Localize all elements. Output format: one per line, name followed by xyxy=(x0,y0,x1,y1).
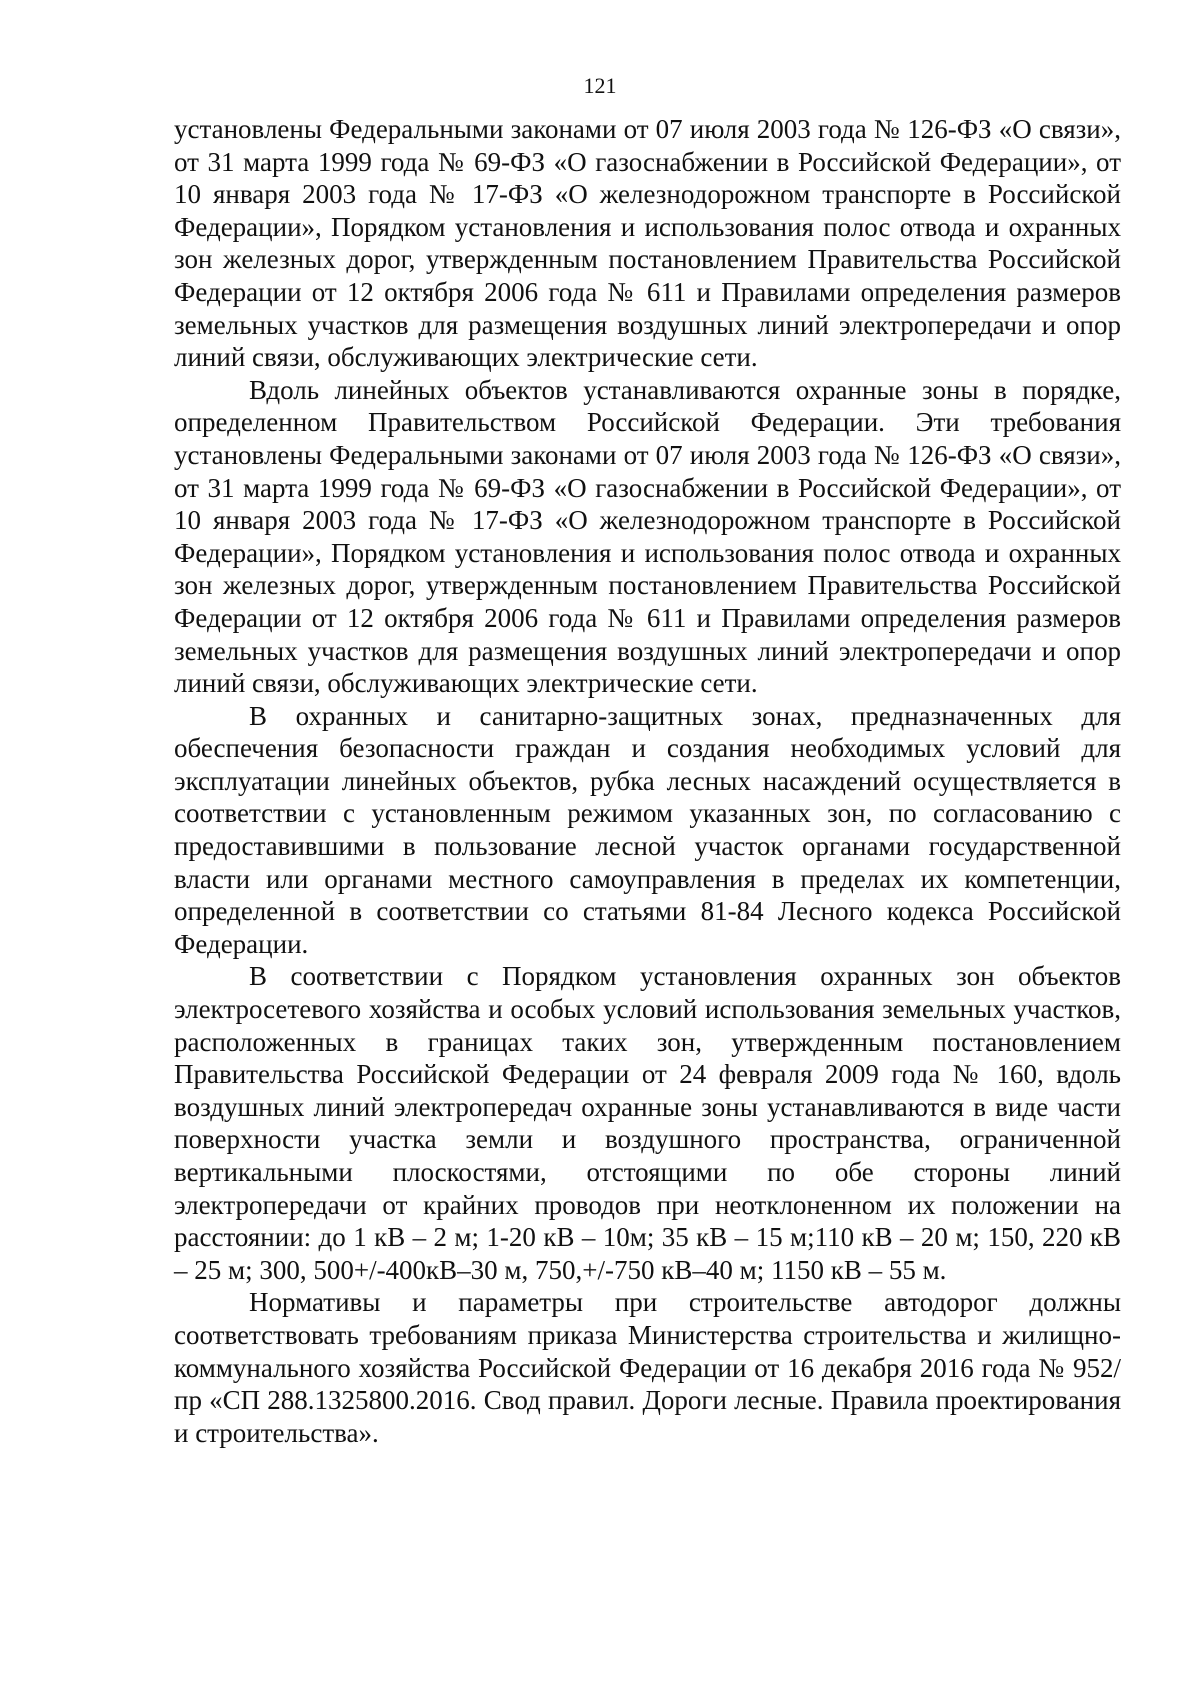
page-number: 121 xyxy=(583,73,617,98)
paragraph-protection-zones: Вдоль линейных объектов устанавливаются охранные зоны в порядке, определенном Правительством Российской Федерации. Эти требования установлены Федеральными законами от 07 июля 2003 года № 126-ФЗ «О связи», от 31 марта 1999 года № 69-ФЗ «О газоснабжении в Российской Федерации», от 10 января 2003 года № 17-ФЗ «О железнодорожном транспорте в Российской Федерации», Порядком установления и использования полос отвода и охранных зон железных дорог, утвержденным постановлением Правительства Российской Федерации от 12 октября 2006 года № 611 и Правилами определения размеров земельных участков для размещения воздушных линий электропередачи и опор линий связи, обслуживающих электрические сети. xyxy=(174,374,1121,699)
paragraph-road-standards: Нормативы и параметры при строительстве автодорог должны соответствовать требованиям приказа Министерства строительства и жилищно-коммунального хозяйства Российской Федерации от 16 декабря 2016 года № 952/пр «СП 288.1325800.2016. Свод правил. Дороги лесные. Правила проектирования и строительства». xyxy=(174,1287,1121,1448)
paragraph-continuation: установлены Федеральными законами от 07 июля 2003 года № 126-ФЗ «О связи», от 31 марта 1999 года № 69-ФЗ «О газоснабжении в Российской Федерации», от 10 января 2003 года № 17-ФЗ «О железнодорожном транспорте в Российской Федерации», Порядком установления и использования полос отвода и охранных зон железных дорог, утвержденным постановлением Правительства Российской Федерации от 12 октября 2006 года № 611 и Правилами определения размеров земельных участков для размещения воздушных линий электропередачи и опор линий связи, обслуживающих электрические сети. xyxy=(174,114,1121,373)
paragraph-power-lines: В соответствии с Порядком установления охранных зон объектов электросетевого хозяйства и особых условий использования земельных участков, расположенных в границах таких зон, утвержденным постановлением Правительства Российской Федерации от 24 февраля 2009 года № 160, вдоль воздушных линий электропередач охранные зоны устанавливаются в виде части поверхности участка земли и воздушного пространства, ограниченной вертикальными плоскостями, отстоящими по обе стороны линий электропередачи от крайних проводов при неотклоненном их положении на расстоянии: до 1 кВ – 2 м; 1-20 кВ – 10м; 35 кВ – 15 м;110 кВ – 20 м; 150, 220 кВ – 25 м; 300, 500+/-400кВ–30 м, 750,+/-750 кВ–40 м; 1150 кВ – 55 м. xyxy=(174,961,1121,1285)
document-body xyxy=(174,113,1121,1449)
paragraph-forest-cutting: В охранных и санитарно-защитных зонах, предназначенных для обеспечения безопасности граждан и создания необходимых условий для эксплуатации линейных объектов, рубка лесных насаждений осуществляется в соответствии с установленным режимом указанных зон, по согласованию с предоставившими в пользование лесной участок органами государственной власти или органами местного самоуправления в пределах их компетенции, определенной в соответствии со статьями 81-84 Лесного кодекса Российской Федерации. xyxy=(174,700,1121,959)
